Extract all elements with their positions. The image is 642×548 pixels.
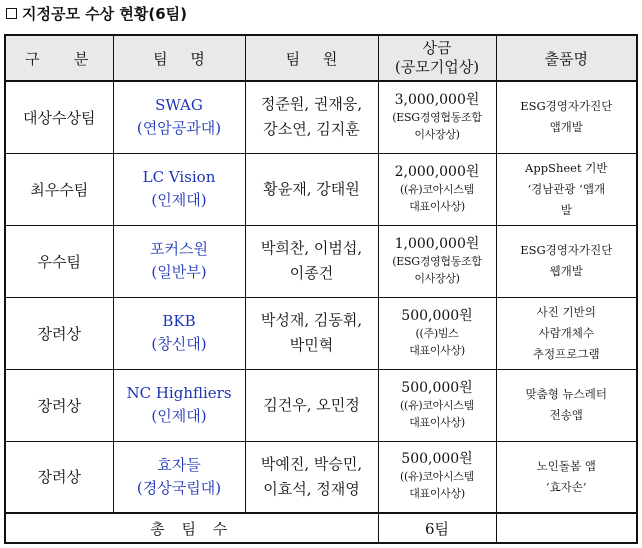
prize-amount: 500,000원 [401, 379, 473, 396]
award-category: 장려상 [5, 441, 113, 513]
table-row [5, 369, 637, 441]
team-school: (인제대) [151, 191, 207, 209]
prize-amount: 500,000원 [401, 451, 473, 468]
team-name: NC Highfliers [126, 384, 232, 402]
awards-table [4, 34, 638, 544]
table-row [5, 441, 637, 513]
team-school: (경상국립대) [136, 478, 222, 497]
team-name: 효자들 [157, 455, 201, 474]
product-cell: 맞춤형 뉴스레터 전송앱 [496, 369, 637, 441]
members-cell: 황윤재, 강태원 [245, 153, 378, 225]
team-cell [113, 153, 245, 225]
header-members: 팀 원 [245, 35, 378, 81]
award-category: 우수팀 [5, 225, 113, 297]
members-cell: 박희찬, 이범섭, 이종건 [245, 225, 378, 297]
team-cell [113, 297, 245, 369]
header-team-name: 팀 명 [113, 35, 245, 81]
checkbox-square-icon [6, 8, 17, 19]
team-cell [113, 441, 245, 513]
award-category: 장려상 [5, 369, 113, 441]
table-row [5, 225, 637, 297]
team-school: (일반부) [151, 263, 207, 281]
total-value: 6팀 [378, 513, 496, 543]
team-cell [113, 225, 245, 297]
total-empty-cell [496, 513, 637, 543]
team-school: (연암공과대) [136, 119, 222, 138]
team-name: BKB [162, 312, 196, 330]
product-cell: 사진 기반의 사람개체수 추정프로그램 [496, 297, 637, 369]
product-cell: 노인돌봄 앱 ‘효자손’ [496, 441, 637, 513]
prize-amount: 2,000,000원 [394, 163, 480, 180]
table-header-row [5, 35, 637, 81]
team-cell [113, 369, 245, 441]
prize-cell: 1,000,000원 (ESG경영협동조합 이사장상) [378, 225, 496, 297]
product-cell: ESG경영자가진단 앱개발 [496, 81, 637, 153]
team-name: LC Vision [142, 168, 216, 186]
prize-cell: 2,000,000원 ((유)코아시스템 대표이사상) [378, 153, 496, 225]
members-cell: 김건우, 오민정 [245, 369, 378, 441]
members-cell: 박예진, 박승민, 이효석, 정재영 [245, 441, 378, 513]
prize-amount: 1,000,000원 [394, 235, 480, 252]
document-title [6, 2, 187, 24]
prize-amount: 3,000,000원 [394, 91, 480, 108]
document-title-text: 지정공모 수상 현황(6팀) [22, 4, 188, 23]
table-row [5, 81, 637, 153]
team-name: SWAG [155, 96, 203, 115]
prize-cell: 500,000원 ((유)코아시스템 대표이사상) [378, 369, 496, 441]
team-school: (인제대) [151, 407, 207, 425]
award-category: 대상수상팀 [5, 81, 113, 153]
header-category: 구 분 [5, 35, 113, 81]
total-row [5, 513, 637, 543]
prize-cell: 500,000원 ((유)코아시스템 대표이사상) [378, 441, 496, 513]
members-cell: 정준원, 권재웅, 강소연, 김지훈 [245, 81, 378, 153]
prize-cell: 500,000원 ((주)빔스 대표이사상) [378, 297, 496, 369]
header-product: 출품명 [496, 35, 637, 81]
product-cell: ESG경영자가진단 웹개발 [496, 225, 637, 297]
header-prize: 상금 (공모기업상) [378, 35, 496, 81]
members-cell: 박성재, 김동휘, 박민혁 [245, 297, 378, 369]
team-cell [113, 81, 245, 153]
total-label: 총 팀 수 [5, 513, 378, 543]
table-row [5, 297, 637, 369]
team-school: (창신대) [151, 335, 207, 353]
award-category: 최우수팀 [5, 153, 113, 225]
prize-cell: 3,000,000원 (ESG경영협동조합 이사장상) [378, 81, 496, 153]
product-cell: AppSheet 기반 ‘경남관광 ’앱개 발 [496, 153, 637, 225]
table-row [5, 153, 637, 225]
award-category: 장려상 [5, 297, 113, 369]
prize-amount: 500,000원 [401, 307, 473, 324]
team-name: 포커스원 [150, 240, 208, 258]
